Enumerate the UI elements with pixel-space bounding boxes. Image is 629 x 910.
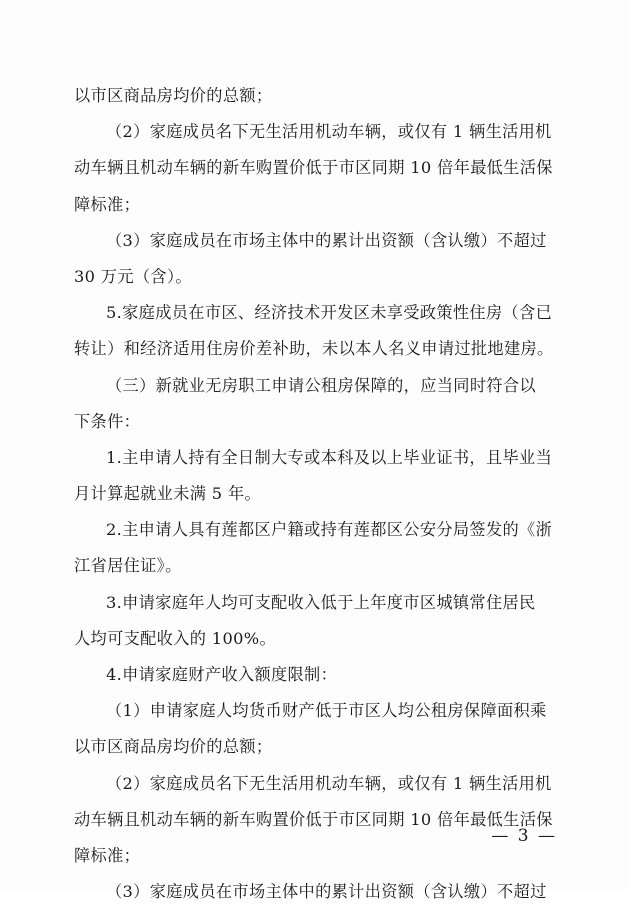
text-line: 2.主申请人具有莲都区户籍或持有莲都区公安分局签发的《浙 xyxy=(106,520,553,540)
text-line: 转让）和经济适用住房价差补助，未以本人名义申请过批地建房。 xyxy=(74,339,554,359)
text-line: 人均可支配收入的 100%。 xyxy=(74,628,277,648)
text-line: （2）家庭成员名下无生活用机动车辆，或仅有 1 辆生活用机 xyxy=(106,122,552,142)
text-line: （1）申请家庭人均货币财产低于市区人均公租房保障面积乘 xyxy=(106,701,547,721)
text-line: 以市区商品房均价的总额； xyxy=(74,86,273,105)
text-line: 动车辆且机动车辆的新车购置价低于市区同期 10 倍年最低生活保 xyxy=(74,158,553,178)
text-line: 下条件： xyxy=(74,411,141,431)
document-body xyxy=(74,78,559,910)
text-line: 1.主申请人持有全日制大专或本科及以上毕业证书，且毕业当 xyxy=(106,447,553,467)
text-line: 以市区商品房均价的总额； xyxy=(74,737,273,757)
text-line: 动车辆且机动车辆的新车购置价低于市区同期 10 倍年最低生活保 xyxy=(74,809,553,829)
text-line: （3）家庭成员在市场主体中的累计出资额（含认缴）不超过 xyxy=(106,882,547,902)
page-number: — 3 — xyxy=(491,826,557,846)
text-line: 30 万元（含）。 xyxy=(74,266,192,286)
text-line: （3）家庭成员在市场主体中的累计出资额（含认缴）不超过 xyxy=(106,230,547,250)
text-line: 江省居住证》。 xyxy=(74,556,182,576)
text-line: 障标准； xyxy=(74,845,141,865)
text-line: 3.申请家庭年人均可支配收入低于上年度市区城镇常住居民 xyxy=(106,592,536,612)
text-line: 月计算起就业未满 5 年。 xyxy=(74,484,262,504)
text-line: 5.家庭成员在市区、经济技术开发区未享受政策性住房（含已 xyxy=(106,303,553,323)
text-line: 障标准； xyxy=(74,194,141,214)
text-line: 4.申请家庭财产收入额度限制： xyxy=(106,665,338,684)
text-line: （2）家庭成员名下无生活用机动车辆，或仅有 1 辆生活用机 xyxy=(106,773,552,793)
text-line: （三）新就业无房职工申请公租房保障的，应当同时符合以 xyxy=(106,375,536,395)
